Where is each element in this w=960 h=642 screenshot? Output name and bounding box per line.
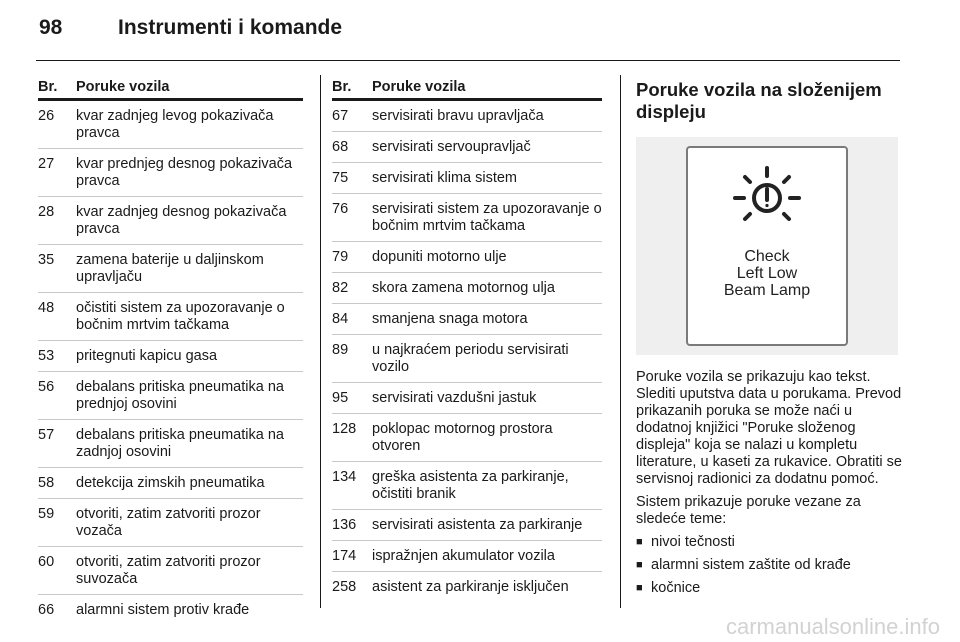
display-screen: [686, 146, 848, 346]
list-item: [636, 534, 906, 551]
message-text: detekcija zimskih pneumatika: [76, 475, 265, 491]
message-number: 75: [332, 170, 349, 186]
table-row: [332, 170, 602, 194]
table-row: [332, 311, 602, 335]
table-header: [38, 79, 303, 101]
column-header-message: Poruke vozila: [372, 79, 466, 95]
column-header-message: Poruke vozila: [76, 79, 170, 95]
message-number: 66: [38, 602, 55, 618]
message-text: servisirati vazdušni jastuk: [372, 390, 537, 406]
message-text: pritegnuti kapicu gasa: [76, 348, 218, 364]
table-row: [332, 201, 602, 242]
message-number: 76: [332, 201, 349, 217]
table-row: [332, 421, 602, 462]
table-row: [332, 342, 602, 383]
table-row: [332, 139, 602, 163]
message-number: 134: [332, 469, 357, 485]
message-text: zamena baterije u daljinskom upravljaču: [76, 252, 264, 285]
message-text: otvoriti, zatim zatvoriti prozor suvozača: [76, 554, 261, 587]
header-rule: [36, 60, 900, 61]
display-message-text: [724, 248, 810, 299]
table-row: [38, 252, 303, 293]
topic-list: [636, 534, 906, 597]
list-item: [636, 580, 906, 597]
message-text: servisirati klima sistem: [372, 170, 518, 186]
message-text: očistiti sistem za upozoravanje o bočnim mrtvim tačkama: [76, 300, 285, 333]
display-line: Check: [744, 248, 790, 265]
message-number: 89: [332, 342, 349, 358]
table-row: [38, 602, 303, 625]
table-header: [332, 79, 602, 101]
message-number: 67: [332, 108, 349, 124]
message-text: alarmni sistem protiv krađe: [76, 602, 250, 618]
message-number: 27: [38, 156, 55, 172]
message-text: kvar prednjeg desnog pokazivača pravca: [76, 156, 293, 189]
message-number: 60: [38, 554, 55, 570]
message-text: servisirati asistenta za parkiranje: [372, 517, 583, 533]
table-row: [38, 348, 303, 372]
table-row: [332, 579, 602, 602]
table-body: [332, 108, 602, 602]
message-text: skora zamena motornog ulja: [372, 280, 555, 296]
message-number: 53: [38, 348, 55, 364]
table-row: [332, 548, 602, 572]
middle-message-table: [332, 79, 602, 609]
message-number: 128: [332, 421, 357, 437]
list-item-text: nivoi tečnosti: [651, 534, 735, 550]
table-row: [332, 249, 602, 273]
table-row: [38, 379, 303, 420]
message-text: debalans pritiska pneumatika na zadnjoj osovini: [76, 427, 284, 460]
message-text: kvar zadnjeg levog pokazivača pravca: [76, 108, 274, 141]
column-header-number: Br.: [38, 79, 58, 95]
message-number: 56: [38, 379, 55, 395]
square-bullet-icon: ■: [636, 582, 643, 594]
watermark-link[interactable]: carmanualsonline.info: [725, 614, 940, 639]
message-number: 136: [332, 517, 357, 533]
message-number: 58: [38, 475, 55, 491]
column-header-number: Br.: [332, 79, 352, 95]
display-messages-section: [636, 79, 906, 603]
table-body: [38, 108, 303, 625]
message-text: kvar zadnjeg desnog pokazivača pravca: [76, 204, 287, 237]
table-row: [38, 108, 303, 149]
message-text: smanjena snaga motora: [372, 311, 528, 327]
table-row: [332, 517, 602, 541]
table-row: [38, 506, 303, 547]
display-illustration: [636, 137, 898, 355]
headlamp-warning-icon: [729, 164, 805, 230]
table-row: [38, 156, 303, 197]
message-text: debalans pritiska pneumatika na prednjoj osovini: [76, 379, 284, 412]
message-number: 79: [332, 249, 349, 265]
table-row: [38, 475, 303, 499]
message-number: 35: [38, 252, 55, 268]
message-number: 28: [38, 204, 55, 220]
message-text: u najkraćem periodu servisirati vozilo: [372, 342, 569, 375]
square-bullet-icon: ■: [636, 559, 643, 571]
message-text: greška asistenta za parkiranje, očistiti branik: [372, 469, 569, 502]
list-item: [636, 557, 906, 574]
message-number: 84: [332, 311, 349, 327]
table-row: [332, 390, 602, 414]
column-separator-left: [320, 75, 321, 608]
message-text: poklopac motornog prostora otvoren: [372, 421, 553, 454]
table-row: [38, 204, 303, 245]
message-text: asistent za parkiranje isključen: [372, 579, 569, 595]
body-paragraph: Sistem prikazuje poruke vezane za sledeće teme:: [636, 494, 861, 527]
display-line: Left Low: [736, 265, 798, 282]
table-row: [38, 427, 303, 468]
message-text: servisirati servoupravljač: [372, 139, 531, 155]
square-bullet-icon: ■: [636, 536, 643, 548]
left-message-table: [38, 79, 303, 632]
column-separator-right: [620, 75, 621, 608]
list-item-text: kočnice: [651, 580, 701, 596]
table-row: [38, 554, 303, 595]
message-text: servisirati sistem za upozoravanje o bočnim mrtvim tačkama: [372, 201, 602, 234]
message-number: 82: [332, 280, 349, 296]
message-number: 258: [332, 579, 357, 595]
message-text: ispražnjen akumulator vozila: [372, 548, 555, 564]
body-paragraph: Poruke vozila se prikazuju kao tekst. Slediti uputstva data u porukama. Prevod prikazanih poruka se može naći u dodatnoj knjižici "Poruke složenog displeja" koja se nalazi u kompletu literature, u kaseti za rukavice. Obratiti se servisnoj radionici za dodatnu pomoć.: [636, 369, 902, 487]
message-text: otvoriti, zatim zatvoriti prozor vozača: [76, 506, 261, 539]
message-number: 48: [38, 300, 55, 316]
message-number: 174: [332, 548, 357, 564]
message-number: 68: [332, 139, 349, 155]
message-number: 59: [38, 506, 55, 522]
message-number: 26: [38, 108, 55, 124]
page-title: Instrumenti i komande: [118, 16, 343, 39]
message-text: dopuniti motorno ulje: [372, 249, 507, 265]
message-text: servisirati bravu upravljača: [372, 108, 544, 124]
table-row: [38, 300, 303, 341]
display-line: Beam Lamp: [723, 282, 811, 299]
section-heading: Poruke vozila na složenijem displeju: [636, 79, 882, 122]
table-row: [332, 469, 602, 510]
table-row: [332, 108, 602, 132]
table-row: [332, 280, 602, 304]
message-number: 57: [38, 427, 55, 443]
page-number: 98: [39, 16, 63, 39]
message-number: 95: [332, 390, 349, 406]
list-item-text: alarmni sistem zaštite od krađe: [651, 557, 851, 573]
